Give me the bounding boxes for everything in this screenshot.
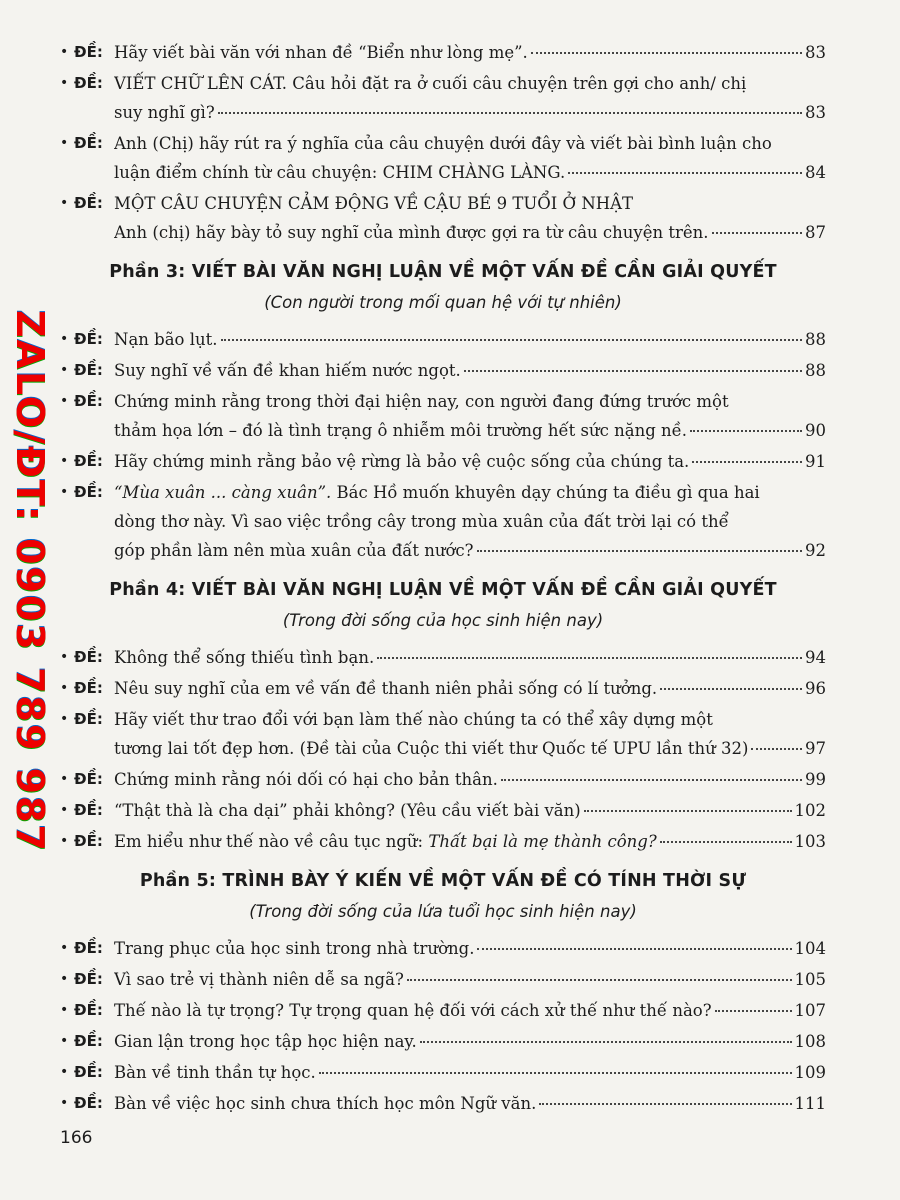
- page-number: 166: [60, 1128, 93, 1148]
- bullet-icon: •: [60, 1064, 69, 1080]
- entry-line: [114, 765, 826, 794]
- section-subtitle: (Trong đời sống của lứa tuổi học sinh hiện nay): [249, 902, 637, 921]
- entry-text: Bàn về việc học sinh chưa thích học môn Ngữ văn.: [114, 1094, 537, 1113]
- entry-label: ĐỀ:: [74, 392, 103, 410]
- entry-line: [114, 218, 826, 247]
- entry-page: 103: [794, 832, 826, 851]
- entry-label: ĐỀ:: [74, 1063, 103, 1081]
- entry-text: Hãy chứng minh rằng bảo vệ rừng là bảo vệ cuộc sống của chúng ta.: [114, 452, 690, 471]
- toc-entry: [60, 674, 826, 703]
- bullet-icon: •: [60, 135, 69, 151]
- entry-line: [114, 705, 826, 734]
- section-title: Phần 4: VIẾT BÀI VĂN NGHỊ LUẬN VỀ MỘT VẤN ĐỀ CẦN GIẢI QUYẾT: [109, 580, 777, 600]
- entry-label: ĐỀ:: [74, 194, 103, 212]
- entry-body: [114, 643, 826, 672]
- dot-leader: [692, 460, 802, 463]
- entry-text: Gian lận trong học tập học hiện nay.: [114, 1032, 417, 1051]
- dot-leader: [420, 1040, 792, 1043]
- bullet-icon: •: [60, 331, 69, 347]
- entry-page: 96: [805, 679, 826, 698]
- entry-text: Nạn bão lụt.: [114, 330, 218, 349]
- bullet-icon: •: [60, 75, 69, 91]
- entry-body: [114, 356, 826, 385]
- entry-label: ĐỀ:: [74, 770, 103, 788]
- section-5: [60, 866, 826, 1118]
- section-entries: [60, 934, 826, 1118]
- dot-leader: [221, 338, 802, 341]
- entry-line: [114, 934, 826, 963]
- toc-entry: [60, 965, 826, 994]
- dot-leader: [464, 369, 802, 372]
- dot-leader: [477, 947, 791, 950]
- toc-entry: [60, 478, 826, 565]
- toc-entry: [60, 387, 826, 445]
- entry-text: Em hiểu như thế nào về câu tục ngữ: Thất bại là mẹ thành công?: [114, 832, 657, 851]
- dot-leader: [218, 111, 802, 114]
- toc-entry: [60, 38, 826, 67]
- toc-entry: [60, 1089, 826, 1118]
- entry-text: “Thật thà là cha dại” phải không? (Yêu cầu viết bài văn): [114, 801, 581, 820]
- entry-body: [114, 765, 826, 794]
- toc-entry: [60, 705, 826, 763]
- dot-leader: [407, 978, 792, 981]
- bullet-icon: •: [60, 649, 69, 665]
- entry-line: [114, 796, 826, 825]
- entry-line: [114, 38, 826, 67]
- entry-text: tương lai tốt đẹp hơn. (Đề tài của Cuộc thi viết thư Quốc tế UPU lần thứ 32): [114, 739, 749, 758]
- toc-entry: [60, 1058, 826, 1087]
- entry-label: ĐỀ:: [74, 832, 103, 850]
- entry-body: [114, 705, 826, 763]
- bullet-icon: •: [60, 1002, 69, 1018]
- toc-entry: [60, 765, 826, 794]
- entry-line: [114, 1089, 826, 1118]
- section-title: Phần 5: TRÌNH BÀY Ý KIẾN VỀ MỘT VẤN ĐỀ CÓ TÍNH THỜI SỰ: [139, 871, 747, 891]
- entry-page: 92: [805, 541, 826, 560]
- bullet-icon: •: [60, 44, 69, 60]
- entry-line: [114, 356, 826, 385]
- entry-label: ĐỀ:: [74, 970, 103, 988]
- bullet-icon: •: [60, 971, 69, 987]
- entry-line: [114, 643, 826, 672]
- entry-line: [114, 98, 826, 127]
- entry-text: suy nghĩ gì?: [114, 103, 215, 122]
- entry-line: [114, 129, 826, 158]
- entry-page: 83: [805, 103, 826, 122]
- entry-text: MỘT CÂU CHUYỆN CẢM ĐỘNG VỀ CẬU BÉ 9 TUỔI Ở NHẬT: [114, 194, 634, 213]
- entry-body: [114, 129, 826, 187]
- entry-label: ĐỀ:: [74, 330, 103, 348]
- entry-page: 90: [805, 421, 826, 440]
- entry-line: [114, 1058, 826, 1087]
- bullet-icon: •: [60, 771, 69, 787]
- entry-text: Hãy viết bài văn với nhan đề “Biển như lòng mẹ”.: [114, 43, 528, 62]
- dot-leader: [568, 171, 802, 174]
- toc-entry: [60, 934, 826, 963]
- entry-text: luận điểm chính từ câu chuyện: CHIM CHÀNG LÀNG.: [114, 163, 566, 182]
- entry-label: ĐỀ:: [74, 1032, 103, 1050]
- entry-label: ĐỀ:: [74, 134, 103, 152]
- dot-leader: [319, 1071, 792, 1074]
- bullet-icon: •: [60, 393, 69, 409]
- entry-page: 83: [805, 43, 826, 62]
- entry-line: [114, 674, 826, 703]
- entry-label: ĐỀ:: [74, 679, 103, 697]
- bullet-icon: •: [60, 1095, 69, 1111]
- entry-label: ĐỀ:: [74, 801, 103, 819]
- bullet-icon: •: [60, 484, 69, 500]
- entry-page: 104: [794, 939, 826, 958]
- entry-text: Hãy viết thư trao đổi với bạn làm thế nào chúng ta có thể xây dựng một: [114, 710, 713, 729]
- toc-entry: [60, 996, 826, 1025]
- entry-text: Anh (chị) hãy bày tỏ suy nghĩ của mình được gợi ra từ câu chuyện trên.: [114, 223, 709, 242]
- entry-line: [114, 69, 826, 98]
- toc-group-continued: [60, 38, 826, 247]
- toc-entry: [60, 643, 826, 672]
- bullet-icon: •: [60, 680, 69, 696]
- entry-line: [114, 965, 826, 994]
- bullet-icon: •: [60, 362, 69, 378]
- entry-line: [114, 507, 826, 536]
- section-entries: [60, 325, 826, 565]
- entry-text: Suy nghĩ về vấn đề khan hiếm nước ngọt.: [114, 361, 461, 380]
- dot-leader: [712, 231, 802, 234]
- entry-line: [114, 734, 826, 763]
- section-4: [60, 575, 826, 856]
- entry-line: [114, 478, 826, 507]
- entry-page: 91: [805, 452, 826, 471]
- entry-label: ĐỀ:: [74, 1094, 103, 1112]
- entry-body: [114, 325, 826, 354]
- entry-page: 109: [794, 1063, 826, 1082]
- bullet-icon: •: [60, 195, 69, 211]
- section-3: [60, 257, 826, 565]
- toc-entry: [60, 796, 826, 825]
- dot-leader: [660, 687, 802, 690]
- entry-text: “Mùa xuân ... càng xuân”. Bác Hồ muốn khuyên dạy chúng ta điều gì qua hai: [114, 483, 760, 502]
- entry-page: 107: [794, 1001, 826, 1020]
- dot-leader: [690, 429, 802, 432]
- entry-page: 105: [794, 970, 826, 989]
- toc-entry: [60, 325, 826, 354]
- entry-line: [114, 158, 826, 187]
- section-subtitle: (Trong đời sống của học sinh hiện nay): [282, 611, 604, 630]
- section-subtitle: (Con người trong mối quan hệ với tự nhiên): [264, 293, 622, 312]
- entry-label: ĐỀ:: [74, 1001, 103, 1019]
- entry-text: Vì sao trẻ vị thành niên dễ sa ngã?: [114, 970, 404, 989]
- entry-label: ĐỀ:: [74, 710, 103, 728]
- entry-body: [114, 447, 826, 476]
- entry-body: [114, 189, 826, 247]
- dot-leader: [377, 656, 802, 659]
- dot-leader: [584, 809, 792, 812]
- entry-text: Không thể sống thiếu tình bạn.: [114, 648, 375, 667]
- entry-text: VIẾT CHỮ LÊN CÁT. Câu hỏi đặt ra ở cuối câu chuyện trên gợi cho anh/ chị: [114, 74, 747, 93]
- entry-line: [114, 325, 826, 354]
- entry-label: ĐỀ:: [74, 452, 103, 470]
- entry-body: [114, 934, 826, 963]
- entry-body: [114, 965, 826, 994]
- entry-line: [114, 996, 826, 1025]
- toc-entry: [60, 189, 826, 247]
- dot-leader: [751, 747, 802, 750]
- dot-leader: [660, 840, 792, 843]
- entry-page: 111: [794, 1094, 826, 1113]
- toc-entry: [60, 129, 826, 187]
- bullet-icon: •: [60, 940, 69, 956]
- entry-page: 97: [805, 739, 826, 758]
- entry-italic-text: “Mùa xuân ... càng xuân”.: [114, 483, 332, 502]
- entry-line: [114, 1027, 826, 1056]
- dot-leader: [477, 549, 802, 552]
- entry-body: [114, 796, 826, 825]
- entry-text: Trang phục của học sinh trong nhà trường.: [114, 939, 475, 958]
- bullet-icon: •: [60, 453, 69, 469]
- entry-line: [114, 827, 826, 856]
- entry-page: 102: [794, 801, 826, 820]
- toc-entry: [60, 447, 826, 476]
- entry-text: dòng thơ này. Vì sao việc trồng cây trong mùa xuân của đất trời lại có thể: [114, 512, 729, 531]
- entry-line: [114, 447, 826, 476]
- entry-label: ĐỀ:: [74, 648, 103, 666]
- entry-text: Chứng minh rằng trong thời đại hiện nay, con người đang đứng trước một: [114, 392, 729, 411]
- entry-text: Nêu suy nghĩ của em về vấn đề thanh niên phải sống có lí tưởng.: [114, 679, 658, 698]
- entry-label: ĐỀ:: [74, 74, 103, 92]
- entry-body: [114, 996, 826, 1025]
- entry-line: [114, 416, 826, 445]
- bullet-icon: •: [60, 802, 69, 818]
- entry-text: Anh (Chị) hãy rút ra ý nghĩa của câu chuyện dưới đây và viết bài bình luận cho: [114, 134, 772, 153]
- entry-body: [114, 1027, 826, 1056]
- entry-body: [114, 38, 826, 67]
- entry-label: ĐỀ:: [74, 939, 103, 957]
- dot-leader: [531, 51, 802, 54]
- entry-body: [114, 827, 826, 856]
- entry-text: Bàn về tinh thần tự học.: [114, 1063, 316, 1082]
- table-of-contents: [60, 38, 826, 1120]
- entry-body: [114, 387, 826, 445]
- dot-leader: [715, 1009, 792, 1012]
- entry-label: ĐỀ:: [74, 483, 103, 501]
- entry-label: ĐỀ:: [74, 43, 103, 61]
- toc-entry: [60, 827, 826, 856]
- entry-page: 88: [805, 361, 826, 380]
- toc-entry: [60, 356, 826, 385]
- entry-page: 88: [805, 330, 826, 349]
- entry-body: [114, 1058, 826, 1087]
- entry-page: 94: [805, 648, 826, 667]
- dot-leader: [539, 1102, 791, 1105]
- entry-line: [114, 387, 826, 416]
- entry-body: [114, 674, 826, 703]
- dot-leader: [501, 778, 802, 781]
- watermark: ZALO/ĐT: 0903 789 987: [8, 310, 52, 853]
- section-entries: [60, 643, 826, 856]
- section-title: Phần 3: VIẾT BÀI VĂN NGHỊ LUẬN VỀ MỘT VẤN ĐỀ CẦN GIẢI QUYẾT: [109, 262, 777, 282]
- entry-text: Thế nào là tự trọng? Tự trọng quan hệ đối với cách xử thế như thế nào?: [114, 1001, 712, 1020]
- toc-entry: [60, 69, 826, 127]
- entry-body: [114, 478, 826, 565]
- entry-body: [114, 1089, 826, 1118]
- entry-page: 99: [805, 770, 826, 789]
- entry-page: 84: [805, 163, 826, 182]
- entry-page: 87: [805, 223, 826, 242]
- entry-italic-text: Thất bại là mẹ thành công?: [428, 832, 657, 851]
- bullet-icon: •: [60, 833, 69, 849]
- entry-text: thảm họa lớn – đó là tình trạng ô nhiễm môi trường hết sức nặng nề.: [114, 421, 688, 440]
- entry-page: 108: [794, 1032, 826, 1051]
- entry-line: [114, 189, 826, 218]
- entry-body: [114, 69, 826, 127]
- bullet-icon: •: [60, 1033, 69, 1049]
- entry-text: góp phần làm nên mùa xuân của đất nước?: [114, 541, 474, 560]
- entry-text: Chứng minh rằng nói dối có hại cho bản thân.: [114, 770, 498, 789]
- toc-entry: [60, 1027, 826, 1056]
- entry-label: ĐỀ:: [74, 361, 103, 379]
- entry-line: [114, 536, 826, 565]
- bullet-icon: •: [60, 711, 69, 727]
